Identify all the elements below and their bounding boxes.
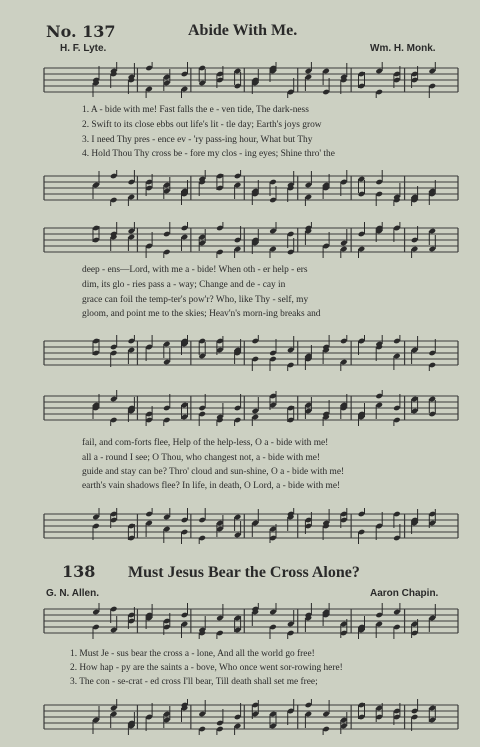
lyricist: H. F. Lyte. [60, 43, 107, 54]
lyric-line: grace can foil the temp-ter's pow'r? Who, like Thy - self, my [82, 295, 309, 305]
hymn-number: No. 137 [46, 22, 116, 41]
hymn-title: Abide With Me. [188, 22, 298, 39]
lyric-line: 2. Swift to its close ebbs out life's lit - tle day; Earth's joys grow [82, 120, 322, 130]
bass-staff [0, 335, 480, 371]
composer: Aaron Chapin. [370, 588, 439, 599]
lyric-line: dim, its glo - ries pass a - way; Change and de - cay in [82, 280, 286, 290]
lyric-line: 3. I need Thy pres - ence ev - 'ry pass-ing hour, What but Thy [82, 135, 313, 145]
lyric-line: earth's vain shadows flee? In life, in death, O Lord, a - bide with me! [82, 481, 341, 491]
lyric-line: guide and stay can be? Thro' cloud and sun-shine, O a - bide with me! [82, 467, 345, 477]
lyric-line: 3. The con - se-crat - ed cross I'll bear, Till death shall set me free; [70, 677, 318, 687]
lyric-line: 4. Hold Thou Thy cross be - fore my clos - ing eyes; Shine thro' the [82, 149, 335, 159]
treble-staff [0, 603, 480, 639]
lyric-line: gloom, and point me to the skies; Heav'n's morn-ing breaks and [82, 309, 321, 319]
bass-staff [0, 699, 480, 735]
hymn-number: 138 [62, 562, 96, 581]
lyric-line: 1. A - bide with me! Fast falls the e - ven tide, The dark-ness [82, 105, 309, 115]
bass-staff [0, 508, 480, 544]
hymn-title: Must Jesus Bear the Cross Alone? [128, 564, 360, 581]
lyric-line: all a - round I see; O Thou, who changest not, a - bide with me! [82, 453, 321, 463]
lyric-line: 1. Must Je - sus bear the cross a - lone, And all the world go free! [70, 649, 315, 659]
bass-staff [0, 170, 480, 206]
treble-staff [0, 62, 480, 98]
lyric-line: 2. How hap - py are the saints a - bove, Who once went sor-rowing here! [70, 663, 343, 673]
lyric-line: fail, and com-forts flee, Help of the help-less, O a - bide with me! [82, 438, 329, 448]
lyric-line: deep - ens—Lord, with me a - bide! When oth - er help - ers [82, 265, 308, 275]
lyricist: G. N. Allen. [46, 588, 99, 599]
treble-staff [0, 390, 480, 426]
composer: Wm. H. Monk. [370, 43, 436, 54]
treble-staff [0, 222, 480, 258]
